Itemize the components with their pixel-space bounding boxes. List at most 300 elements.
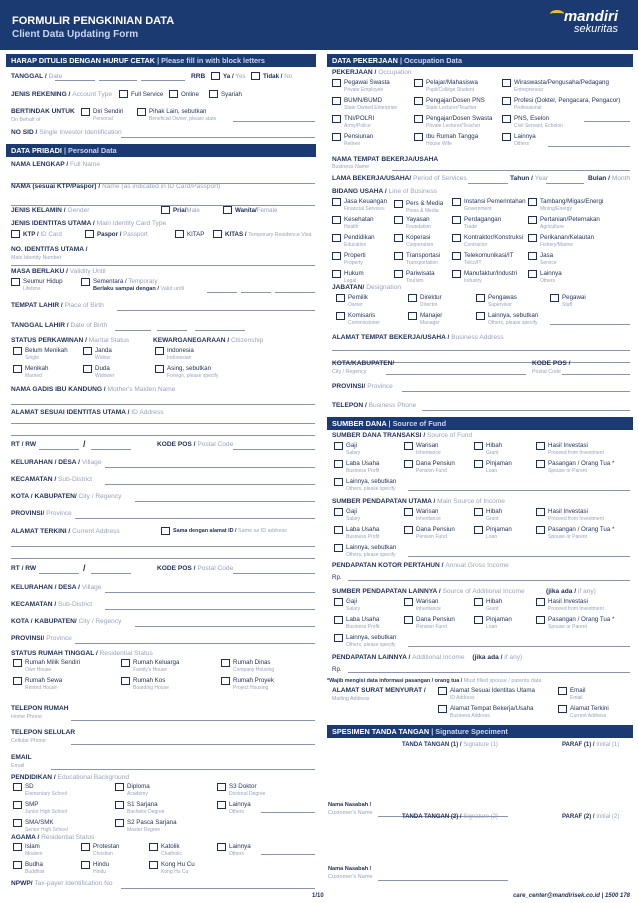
id-address-field-1[interactable]	[11, 423, 315, 424]
sma-label: SMA/SMK Senior High School	[25, 819, 68, 833]
same-as-id-checkbox[interactable]	[161, 527, 170, 535]
fund-profit-checkbox[interactable]	[334, 460, 343, 468]
kitap-checkbox[interactable]	[175, 230, 184, 238]
buddhist-label: Budha Buddhist	[25, 861, 45, 875]
income-investment-label: Hasil Investasi Proceed from Investment	[548, 508, 604, 522]
additional-income-label: PENDAPATAN LAINNYA / Additional Income (jika ada / if any)	[332, 654, 523, 661]
main-income-label: SUMBER PENDAPATAN UTAMA / Main Source of Income	[332, 498, 505, 505]
fishery-checkbox[interactable]	[528, 234, 537, 242]
s2-checkbox[interactable]	[115, 819, 124, 827]
add-investment-label: Hasil Investasi Proceed from Investment	[548, 598, 604, 612]
beneficial-checkbox[interactable]	[137, 108, 146, 116]
retiree-checkbox[interactable]	[332, 133, 341, 141]
male-checkbox[interactable]	[161, 206, 170, 214]
female-label: Wanita/Female	[235, 207, 278, 214]
project-house-checkbox[interactable]	[221, 677, 230, 685]
online-checkbox[interactable]	[169, 90, 178, 98]
initial-1-label: PARAF (1) / Initial (1)	[562, 742, 620, 748]
married-label: Menikah Married	[25, 365, 49, 379]
male-label: Pria/Male	[173, 207, 200, 214]
rrb-no-checkbox[interactable]	[251, 72, 260, 80]
cur-postal-label: KODE POS / Postal Code	[157, 565, 234, 572]
trade-checkbox[interactable]	[452, 216, 461, 224]
bumn-checkbox[interactable]	[332, 97, 341, 105]
biz-phone-field[interactable]	[422, 410, 630, 411]
period-month-field[interactable]	[546, 183, 584, 184]
student-checkbox[interactable]	[414, 79, 423, 87]
add-inheritance-checkbox[interactable]	[404, 598, 413, 606]
business-address-label: ALAMAT TEMPAT BEKERJA/USAHA / Business Address	[332, 334, 504, 341]
owner-checkbox[interactable]	[336, 294, 345, 302]
buddhist-checkbox[interactable]	[13, 861, 22, 869]
temporary-label: Sementara / Temporary	[93, 278, 158, 285]
designation-other-checkbox[interactable]	[476, 312, 485, 320]
professional-checkbox[interactable]	[502, 97, 511, 105]
foundation-checkbox[interactable]	[394, 216, 403, 224]
health-checkbox[interactable]	[332, 216, 341, 224]
service-checkbox[interactable]	[528, 252, 537, 260]
foundation-label: Yayasan Foundation	[406, 216, 432, 230]
private-employee-checkbox[interactable]	[332, 79, 341, 87]
legal-checkbox[interactable]	[332, 270, 341, 278]
home-phone-field[interactable]	[71, 720, 315, 721]
cur-rt-field[interactable]	[39, 573, 79, 574]
occupation-label: PEKERJAAN / Occupation	[332, 69, 412, 76]
designation-other-field[interactable]	[550, 324, 630, 325]
civil-servant-checkbox[interactable]	[502, 115, 511, 123]
income-profit-checkbox[interactable]	[334, 526, 343, 534]
army-police-label: TNI/POLRI Army/Police	[344, 115, 375, 129]
agriculture-label: Pertanian/Peternakan Agriculture	[540, 216, 600, 230]
add-loan-checkbox[interactable]	[474, 616, 483, 624]
citizenship-label: KEWARGANEGARAAN / Citizenship	[153, 337, 264, 344]
beneficial-label: Pihak Lain, sebutkan Beneficial Owner, please state	[149, 108, 217, 122]
fund-inheritance-checkbox[interactable]	[404, 442, 413, 450]
add-other-checkbox[interactable]	[334, 634, 343, 642]
tanggal-day-field[interactable]	[55, 80, 95, 81]
cur-province-field[interactable]	[75, 643, 315, 644]
add-profit-checkbox[interactable]	[334, 616, 343, 624]
additional-income-field[interactable]	[348, 672, 630, 673]
sma-checkbox[interactable]	[13, 819, 22, 827]
kitas-checkbox[interactable]	[213, 230, 222, 238]
current-address-field-2[interactable]	[11, 558, 315, 559]
valid-day-field[interactable]	[207, 292, 237, 293]
fund-loan-label: Pinjaman Loan	[486, 460, 512, 474]
civil-servant-label: PNS, Eselon Civil Servant, Echelon	[514, 115, 563, 129]
fund-pension-label: Dana Pensiun Pension Fund	[416, 460, 455, 474]
catholic-checkbox[interactable]	[149, 843, 158, 851]
s3-label: S3 Doktor Doctoral Degree	[229, 783, 266, 797]
boarding-house-checkbox[interactable]	[121, 677, 130, 685]
project-house-label: Rumah Proyek Project Housing	[233, 677, 274, 691]
signature-2-area[interactable]	[332, 822, 632, 866]
page-number: 1/10	[312, 893, 324, 899]
customer-name-2-field[interactable]	[378, 880, 508, 881]
cur-rw-field[interactable]	[91, 573, 131, 574]
konghucu-label: Kong Hu Cu Kong Hu Cu	[161, 861, 195, 875]
education-biz-label: Pendidikan Education	[344, 234, 375, 248]
diploma-label: Diploma Academy	[127, 783, 150, 797]
valid-month-field[interactable]	[241, 292, 271, 293]
signature-bar: SPESIMEN TANDA TANGAN | Signature Speciment	[327, 725, 633, 738]
lifetime-checkbox[interactable]	[11, 278, 20, 286]
edu-other-field[interactable]	[261, 812, 315, 813]
agriculture-checkbox[interactable]	[528, 216, 537, 224]
biz-province-label: PROVINSI/ Province	[332, 383, 393, 390]
financial-label: Jasa Keuangan Financial Services	[344, 198, 388, 212]
additional-source-label: SUMBER PENDAPATAN LAINNYA / Source of Additional Income	[332, 588, 525, 595]
designation-label: JABATAN/ Designation	[332, 284, 402, 291]
birth-place-field[interactable]	[117, 310, 315, 311]
personal-label: Diri Sendiri Personal	[93, 108, 124, 122]
mining-checkbox[interactable]	[528, 198, 537, 206]
birth-day-field[interactable]	[115, 330, 151, 331]
instruction-bar: HARAP DITULIS DENGAN HURUF CETAK | Please fill in with block letters	[6, 54, 316, 67]
cur-city-field[interactable]	[135, 626, 315, 627]
bumn-label: BUMN/BUMD State Owned Enterprise	[344, 97, 398, 111]
business-name-field[interactable]	[392, 170, 630, 171]
income-loan-label: Pinjaman Loan	[486, 526, 512, 540]
fund-spouse-label: Pasangan / Orang Tua * Spouse or Parent	[548, 460, 615, 474]
industry-label: Manufaktur/Industri Industry	[464, 270, 517, 284]
id-number-field[interactable]	[11, 265, 315, 266]
islam-label: Islam Moslem	[25, 843, 43, 857]
fund-investment-checkbox[interactable]	[536, 442, 545, 450]
birth-month-field[interactable]	[157, 330, 187, 331]
manager-label: Manajer Manager	[420, 312, 443, 326]
income-other-field[interactable]	[408, 556, 630, 557]
province-label: PROVINSI/ Province	[11, 510, 72, 517]
valid-until-label: Berlaku sampai dengan / Valid until	[93, 286, 185, 292]
gender-label: JENIS KELAMIN / Gender	[11, 207, 90, 214]
occupation-other-label: Lainnya Others	[514, 133, 536, 147]
city-field[interactable]	[135, 501, 315, 502]
cooperation-checkbox[interactable]	[394, 234, 403, 242]
line-of-business-label: BIDANG USAHA / Line of Business	[332, 188, 437, 195]
rw-field[interactable]	[91, 449, 131, 450]
additional-income-rp: Rp.	[332, 666, 342, 673]
transportation-label: Transportasi Transportation	[406, 252, 441, 266]
form-header	[0, 0, 638, 50]
beneficial-field[interactable]	[233, 121, 315, 122]
designation-other-label: Lainnya, sebutkan Others, please specify	[488, 312, 539, 326]
fund-grant-checkbox[interactable]	[474, 442, 483, 450]
fund-profit-label: Laba Usaha Business Profit	[346, 460, 380, 474]
private-employee-label: Pegawai Swasta Private Employee	[344, 79, 390, 93]
financial-checkbox[interactable]	[332, 198, 341, 206]
tanggal-label: TANGGAL / Date	[11, 73, 63, 80]
cur-village-label: KELURAHAN / DESA / Village	[11, 584, 102, 591]
valid-year-field[interactable]	[275, 292, 315, 293]
syariah-checkbox[interactable]	[209, 90, 218, 98]
boarding-house-label: Rumah Kos Boarding House	[133, 677, 169, 691]
full-service-checkbox[interactable]	[119, 90, 128, 98]
income-inheritance-checkbox[interactable]	[404, 508, 413, 516]
government-checkbox[interactable]	[452, 198, 461, 206]
add-grant-label: Hibah Grant	[486, 598, 503, 612]
email-field[interactable]	[51, 769, 315, 770]
income-other-checkbox[interactable]	[334, 544, 343, 552]
staff-checkbox[interactable]	[550, 294, 559, 302]
add-salary-checkbox[interactable]	[334, 598, 343, 606]
diploma-checkbox[interactable]	[115, 783, 124, 791]
director-label: Direktur Director	[420, 294, 442, 308]
indonesian-label: Indonesia Indonesian	[167, 347, 194, 361]
add-other-label: Lainnya, sebutkan Others, please specify	[346, 634, 397, 648]
signature-1-area[interactable]	[332, 750, 632, 802]
telco-checkbox[interactable]	[452, 252, 461, 260]
cur-subdistrict-label: KECAMATAN / Sub-District	[11, 601, 93, 608]
occupation-other-checkbox[interactable]	[502, 133, 511, 141]
indonesian-checkbox[interactable]	[155, 347, 164, 355]
birth-year-field[interactable]	[195, 330, 245, 331]
personal-checkbox[interactable]	[81, 108, 90, 116]
gross-income-field[interactable]	[348, 580, 630, 581]
rented-house-checkbox[interactable]	[13, 677, 22, 685]
biz-province-field[interactable]	[402, 391, 630, 392]
income-spouse-label: Pasangan / Orang Tua * Spouse or Parent	[548, 526, 615, 540]
period-year-field[interactable]	[468, 183, 508, 184]
ktp-checkbox[interactable]	[11, 230, 20, 238]
left-column: HARAP DITULIS DENGAN HURUF CETAK | Please fill in with block letters TANGGAL / Date RRB Ya / Yes Tidak / No JENIS REKENING / Account Type Full Service Online Syariah BERTINDAK UNTUK On Behalf of Diri Sendiri Personal Pihak Lain, sebutkan Beneficial Owner, please state NO SID / Single Investor Identification DATA PRIBADI | Personal Data NAMA LENGKAP / Full Name NAMA (sesuai KTP/Paspor) / Name (as indicated in ID Card/Passport) JENIS KELAMIN / Gender Pria/Male Wanita/Female JENIS IDENTITAS UTAMA / Main Identity Card Type KTP / ID Card Paspor / Passport KITAP KITAS / Temporary Residence Visa NO. IDENTITAS UTAMA / Main Identity Number MASA BERLAKU / Validity Until Seumur Hidup Lifetime Sementara / Temporary Berlaku sampai dengan / Valid until TEMPAT LAHIR / Place of Birth TANGGAL LAHIR / Date of Birth STATUS PERKAWINAN / Marital Status Belum Menikah Single Janda Widow Menikah Married Duda Widower KEWARGANEGARAAN / Citizenship Indonesia Indonesian Asing, sebutkan Foreign, please specify NAMA GADIS IBU KANDUNG / Mother's Maiden Name ALAMAT SESUAI IDENTITAS UTAMA / ID Address RT / RW / KODE POS / Postal Code KELURAHAN / DESA / Village KECAMATAN / Sub-District KOTA / KABUPATEN/ City / Regency PROVINSI/ Province ALAMAT TERKINI / Current Address Sama dengan alamat ID / Same as ID address RT / RW / KODE POS / Postal Code KELURAHAN / DESA / Village KECAMATAN / Sub-District KOTA / KABUPATEN/ City / Regency PROVINSI/ Province STATUS RUMAH TINGGAL / Residential Status Rumah Milik Sendiri Own House Rumah Keluarga Family's House Rumah Dinas Company Housing Rumah Sewa Rented House Rumah Kos Boarding House Rumah Proyek Project Housing TELEPON RUMAH Home Phone TELEPON SELULAR Cellular Phone EMAIL Email PENDIDIKAN / Educational Background SD Elementary School Diploma Academy S3 Doktor Doctoral Degree SMP Junior High School S1 Sarjana Bachelor Degree Lainnya Others SMA/SMK Senior High School S2 Pasca Sarjana Master Degree AGAMA / Residential Status Islam Moslem Protestan Christian Katolik Chatholic Lainnya Others Budha Buddhist Hindu Hindu Kong Hu Cu Kong Hu Cu NPWP/ Tax-payer Identification No	[6, 54, 316, 894]
home-phone-label: TELEPON RUMAH	[11, 705, 69, 712]
religion-other-checkbox[interactable]	[217, 843, 226, 851]
rrb-yes-label: Ya / Yes	[223, 73, 246, 80]
npwp-label: NPWP/ Tax-payer Identification No	[11, 880, 113, 887]
hindu-checkbox[interactable]	[81, 861, 90, 869]
gross-income-rp: Rp.	[332, 574, 342, 581]
add-grant-checkbox[interactable]	[474, 598, 483, 606]
add-inheritance-label: Warisan Inheritance	[416, 598, 441, 612]
retiree-label: Pensiunan Retiree	[344, 133, 374, 147]
biz-phone-label: TELEPON / Business Phone	[332, 402, 417, 409]
city-label: KOTA / KABUPATEN/ City / Regency	[11, 493, 122, 500]
foreign-checkbox[interactable]	[155, 365, 164, 373]
personal-data-bar: DATA PRIBADI | Personal Data	[6, 144, 316, 157]
commissioner-checkbox[interactable]	[336, 312, 345, 320]
occupation-other-field[interactable]	[548, 146, 630, 147]
echelon-field[interactable]	[584, 121, 630, 122]
income-investment-checkbox[interactable]	[536, 508, 545, 516]
kitas-label: KITAS / Temporary Residence Visa	[225, 231, 312, 238]
temporary-checkbox[interactable]	[81, 278, 90, 286]
cell-phone-field[interactable]	[71, 744, 315, 745]
id-number-label: NO. IDENTITAS UTAMA /	[11, 246, 88, 253]
own-house-checkbox[interactable]	[13, 659, 22, 667]
mail-email-label: Email Email	[570, 687, 586, 701]
married-checkbox[interactable]	[13, 365, 22, 373]
occupation-bar: DATA PEKERJAAN | Occupation Data	[327, 54, 633, 67]
industry-checkbox[interactable]	[452, 270, 461, 278]
owner-label: Pemilik Owner	[348, 294, 368, 308]
edu-other-label: Lainnya Others	[229, 801, 251, 815]
subdistrict-label: KECAMATAN / Sub-District	[11, 476, 93, 483]
sd-checkbox[interactable]	[13, 783, 22, 791]
syariah-label: Syariah	[221, 91, 242, 98]
army-police-checkbox[interactable]	[332, 115, 341, 123]
fund-loan-checkbox[interactable]	[474, 460, 483, 468]
form-subtitle: Client Data Updating Form	[12, 29, 139, 40]
transportation-checkbox[interactable]	[394, 252, 403, 260]
state-lecturer-checkbox[interactable]	[414, 97, 423, 105]
fund-salary-checkbox[interactable]	[334, 442, 343, 450]
fishery-label: Perikanan/Kelautan Fishery/Marine	[540, 234, 595, 248]
female-checkbox[interactable]	[223, 206, 232, 214]
fund-spouse-checkbox[interactable]	[536, 460, 545, 468]
add-salary-label: Gaji Salary	[346, 598, 361, 612]
business-other-label: Lainnya Others	[540, 270, 562, 284]
customer-name-1-en: Customer's Name	[328, 810, 373, 816]
mother-name-field[interactable]	[11, 404, 315, 405]
housewife-checkbox[interactable]	[414, 133, 423, 141]
supervisor-checkbox[interactable]	[476, 294, 485, 302]
income-salary-checkbox[interactable]	[334, 508, 343, 516]
edu-other-checkbox[interactable]	[217, 801, 226, 809]
company-house-label: Rumah Dinas Company Housing	[233, 659, 275, 673]
manager-checkbox[interactable]	[408, 312, 417, 320]
add-profit-label: Laba Usaha Business Profit	[346, 616, 380, 630]
passport-checkbox[interactable]	[85, 230, 94, 238]
rented-house-label: Rumah Sewa Rented House	[25, 677, 63, 691]
period-label: LAMA BEKERJA/USAHA/ Period of Services	[332, 175, 467, 182]
signature-2-label: TANDA TANGAN (2) / Signature (2)	[402, 814, 498, 820]
entrepreneur-checkbox[interactable]	[502, 79, 511, 87]
current-address-label: ALAMAT TERKINI / Current Address	[11, 528, 120, 535]
director-checkbox[interactable]	[408, 294, 417, 302]
postal-field[interactable]	[233, 449, 315, 450]
single-checkbox[interactable]	[13, 347, 22, 355]
widower-checkbox[interactable]	[83, 365, 92, 373]
health-label: Kesehatan Health	[344, 216, 374, 230]
cell-phone-label: TELEPON SELULAR	[11, 729, 76, 736]
protestant-checkbox[interactable]	[81, 843, 90, 851]
fund-salary-label: Gaji Salary	[346, 442, 361, 456]
rt-field[interactable]	[39, 449, 79, 450]
full-name-label: NAMA LENGKAP / Full Name	[11, 161, 101, 168]
s2-label: S2 Pasca Sarjana Master Degree	[127, 819, 177, 833]
biz-city-field[interactable]	[386, 374, 526, 375]
income-pension-checkbox[interactable]	[404, 526, 413, 534]
biz-postal-field[interactable]	[562, 374, 630, 375]
add-pension-label: Dana Pensiun Pension Fund	[416, 616, 455, 630]
smp-label: SMP Junior High School	[25, 801, 67, 815]
tourism-checkbox[interactable]	[394, 270, 403, 278]
village-field[interactable]	[105, 467, 315, 468]
press-label: Pers & Media Press & Media	[406, 200, 444, 214]
s3-checkbox[interactable]	[217, 783, 226, 791]
online-label: Online	[181, 91, 199, 98]
add-spouse-checkbox[interactable]	[536, 616, 545, 624]
mailing-address-label: ALAMAT SURAT MENYURAT /	[332, 687, 426, 694]
fund-other-field[interactable]	[408, 490, 630, 491]
fund-other-checkbox[interactable]	[334, 478, 343, 486]
konghucu-checkbox[interactable]	[149, 861, 158, 869]
mail-current-label: Alamat Terkini Current Address	[570, 705, 609, 719]
contractor-label: Kontraktor/Konstruksi Contractor	[464, 234, 524, 248]
mail-current-checkbox[interactable]	[558, 705, 567, 713]
service-label: Jasa Service	[540, 252, 557, 266]
rrb-yes-checkbox[interactable]	[211, 72, 220, 80]
entrepreneur-label: Wiraswasta/Pengusaha/Pedagang Entrepreneur	[514, 79, 609, 93]
mining-label: Tambang/Migas/Energi Mining/Energy	[540, 198, 604, 212]
id-address-field-2[interactable]	[11, 435, 315, 436]
on-behalf-label: BERTINDAK UNTUK	[11, 108, 75, 115]
widower-label: Duda Widower	[95, 365, 115, 379]
biz-postal-label: KODE POS /	[532, 360, 571, 367]
lifetime-label: Seumur Hidup Lifetime	[23, 278, 63, 292]
cur-village-field[interactable]	[105, 592, 315, 593]
islam-checkbox[interactable]	[13, 843, 22, 851]
rrb-no-label: Tidak / No	[263, 73, 293, 80]
mail-id-address-checkbox[interactable]	[438, 687, 447, 695]
student-label: Pelajar/Mahasiswa Pupil/College Student	[426, 79, 478, 93]
family-house-checkbox[interactable]	[121, 659, 130, 667]
religion-label: AGAMA / Residential Status	[11, 834, 95, 841]
income-spouse-checkbox[interactable]	[536, 526, 545, 534]
current-address-field-1[interactable]	[11, 546, 315, 547]
sid-field[interactable]	[121, 137, 315, 138]
press-checkbox[interactable]	[394, 200, 403, 208]
professional-label: Profesi (Dokter, Pengacara, Pengacor) Professional	[514, 97, 621, 111]
tanggal-year-field[interactable]	[141, 80, 185, 81]
cur-subdistrict-field[interactable]	[105, 609, 315, 610]
full-service-label: Full Service	[131, 91, 164, 98]
property-checkbox[interactable]	[332, 252, 341, 260]
company-house-checkbox[interactable]	[221, 659, 230, 667]
government-label: Instansi Pemerintahan Government	[464, 198, 526, 212]
mail-business-checkbox[interactable]	[438, 705, 447, 713]
smp-checkbox[interactable]	[13, 801, 22, 809]
hindu-label: Hindu Hindu	[93, 861, 110, 875]
private-lecturer-label: Pengajar/Dosen Swasta Private Lecturer/Teacher	[426, 115, 493, 129]
private-lecturer-checkbox[interactable]	[414, 115, 423, 123]
initial-2-label: PARAF (2) / Initial (2)	[562, 814, 620, 820]
fund-pension-checkbox[interactable]	[404, 460, 413, 468]
income-profit-label: Laba Usaha Business Profit	[346, 526, 380, 540]
ktp-label: KTP / ID Card	[23, 231, 62, 238]
cooperation-label: Koperasi Cooperation	[406, 234, 434, 248]
customer-name-2-en: Customer's Name	[328, 874, 373, 880]
contractor-checkbox[interactable]	[452, 234, 461, 242]
cur-postal-field[interactable]	[233, 573, 315, 574]
contact-info: care_center@mandirisek.co.id | 1500 178	[513, 893, 630, 899]
cur-city-label: KOTA / KABUPATEN/ City / Regency	[11, 618, 122, 625]
income-inheritance-label: Warisan Inheritance	[416, 508, 441, 522]
mail-email-checkbox[interactable]	[558, 687, 567, 695]
s1-checkbox[interactable]	[115, 801, 124, 809]
business-address-field-1[interactable]	[332, 350, 630, 351]
income-other-label: Lainnya, sebutkan Others, please specify	[346, 544, 397, 558]
subdistrict-field[interactable]	[105, 484, 315, 485]
add-other-field[interactable]	[408, 646, 630, 647]
income-loan-checkbox[interactable]	[474, 526, 483, 534]
tanggal-month-field[interactable]	[99, 80, 137, 81]
s1-label: S1 Sarjana Bachelor Degree	[127, 801, 165, 815]
add-pension-checkbox[interactable]	[404, 616, 413, 624]
education-biz-checkbox[interactable]	[332, 234, 341, 242]
commissioner-label: Komisaris Commissioner	[348, 312, 380, 326]
widow-checkbox[interactable]	[83, 347, 92, 355]
add-investment-checkbox[interactable]	[536, 598, 545, 606]
province-field[interactable]	[75, 518, 315, 519]
religion-other-field[interactable]	[261, 854, 315, 855]
business-other-checkbox[interactable]	[528, 270, 537, 278]
income-grant-checkbox[interactable]	[474, 508, 483, 516]
npwp-field[interactable]	[121, 888, 315, 889]
same-as-id-label: Sama dengan alamat ID / Same as ID address	[173, 528, 287, 534]
marital-label: STATUS PERKAWINAN / Marital Status	[11, 337, 130, 344]
